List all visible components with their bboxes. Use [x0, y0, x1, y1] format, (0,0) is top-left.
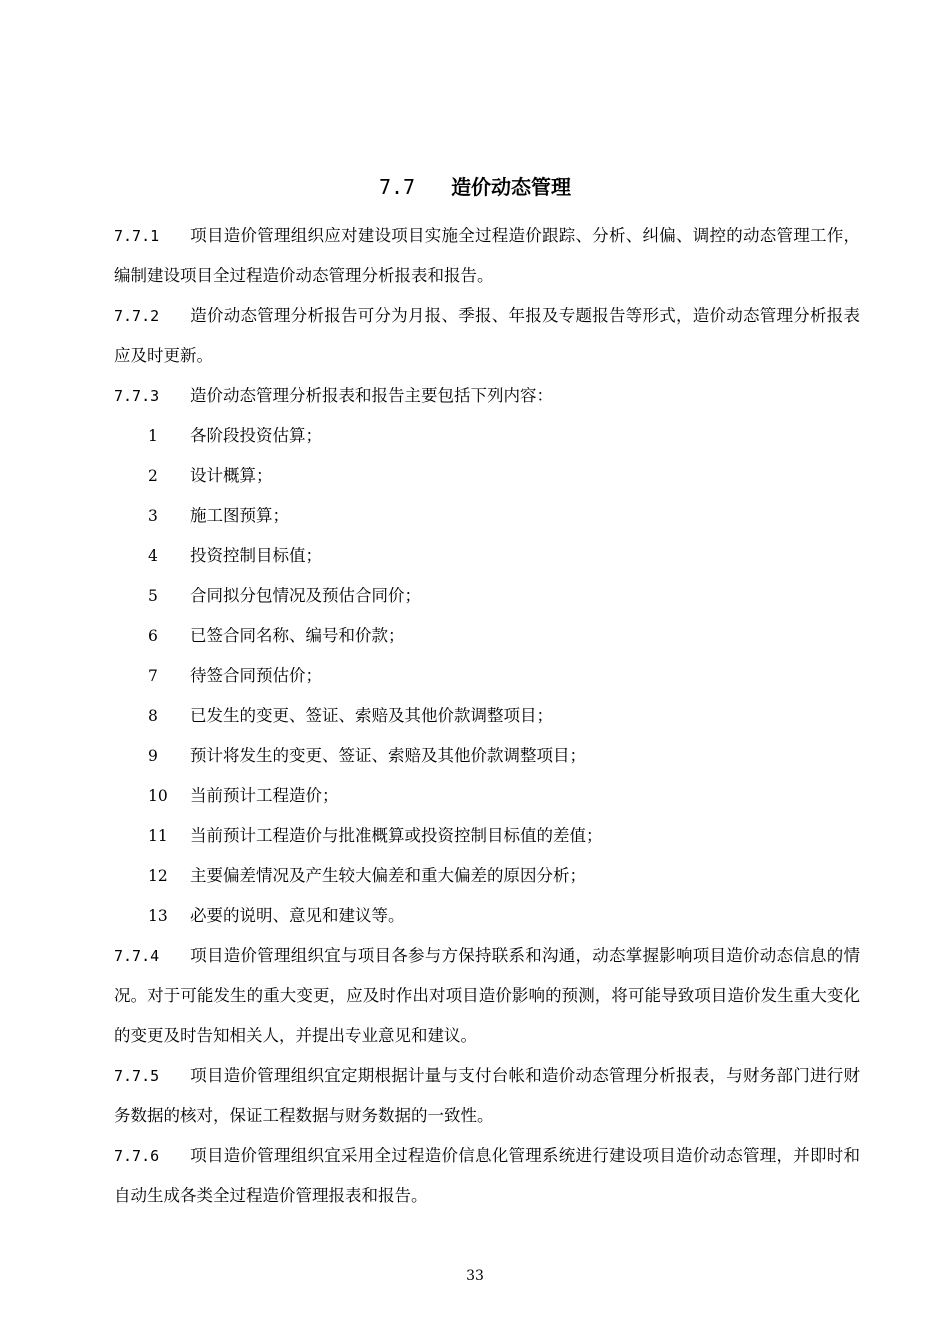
list-item	[114, 656, 860, 696]
list-item-text: 预计将发生的变更、签证、索赔及其他价款调整项目；	[190, 746, 586, 765]
list-item	[114, 816, 860, 856]
clause-text: 项目造价管理组织宜定期根据计量与支付台帐和造价动态管理分析报表，与财务部门进行财务数据的核对，保证工程数据与财务数据的一致性。	[114, 1066, 860, 1125]
clause-number: 7.7.3	[114, 387, 160, 405]
list-item	[114, 696, 860, 736]
clause-text: 项目造价管理组织宜与项目各参与方保持联系和沟通，动态掌握影响项目造价动态信息的情况。对于可能发生的重大变更，应及时作出对项目造价影响的预测，将可能导致项目造价发生重大变化的变更及时告知相关人，并提出专业意见和建议。	[114, 946, 860, 1045]
list-item-number: 10	[148, 787, 168, 805]
list-item-text: 已签合同名称、编号和价款；	[190, 626, 405, 645]
list-item	[114, 736, 860, 776]
clause-7-7-5	[114, 1056, 860, 1136]
list-item-text: 待签合同预估价；	[190, 666, 322, 685]
clause-7-7-2	[114, 296, 860, 376]
section-heading	[0, 171, 950, 203]
document-body	[114, 216, 860, 1216]
list-item-number: 6	[148, 627, 158, 645]
list-item	[114, 576, 860, 616]
list-item-text: 投资控制目标值；	[190, 546, 322, 565]
list-item	[114, 776, 860, 816]
list-item-text: 设计概算；	[190, 466, 273, 485]
clause-text: 造价动态管理分析报告可分为月报、季报、年报及专题报告等形式，造价动态管理分析报表应及时更新。	[114, 306, 860, 365]
list-item-text: 主要偏差情况及产生较大偏差和重大偏差的原因分析；	[190, 866, 586, 885]
list-item	[114, 496, 860, 536]
clause-number: 7.7.2	[114, 307, 160, 325]
list-item-number: 3	[148, 507, 158, 525]
list-item	[114, 616, 860, 656]
clause-text: 项目造价管理组织应对建设项目实施全过程造价跟踪、分析、纠偏、调控的动态管理工作，编制建设项目全过程造价动态管理分析报表和报告。	[114, 226, 860, 285]
list-item-number: 11	[148, 827, 168, 845]
clause-7-7-1	[114, 216, 860, 296]
list-item	[114, 536, 860, 576]
page-number: 33	[466, 1268, 484, 1284]
list-item-number: 8	[148, 707, 158, 725]
list-item-text: 各阶段投资估算；	[190, 426, 322, 445]
section-title: 造价动态管理	[451, 174, 572, 199]
list-item	[114, 456, 860, 496]
list-item	[114, 856, 860, 896]
clause-7-7-6	[114, 1136, 860, 1216]
list-item-number: 13	[148, 907, 168, 925]
clause-text: 造价动态管理分析报表和报告主要包括下列内容：	[190, 386, 553, 405]
list-item-number: 4	[148, 547, 158, 565]
list-item-text: 合同拟分包情况及预估合同价；	[190, 586, 421, 605]
clause-text: 项目造价管理组织宜采用全过程造价信息化管理系统进行建设项目造价动态管理，并即时和自动生成各类全过程造价管理报表和报告。	[114, 1146, 860, 1205]
section-number: 7.7	[378, 174, 416, 199]
list-item-number: 1	[148, 427, 158, 445]
list-item-text: 当前预计工程造价；	[190, 786, 339, 805]
list-item-number: 5	[148, 587, 158, 605]
list-item-number: 2	[148, 467, 158, 485]
clause-number: 7.7.5	[114, 1067, 160, 1085]
list-item	[114, 896, 860, 936]
list-item-text: 施工图预算；	[190, 506, 289, 525]
clause-number: 7.7.6	[114, 1147, 160, 1165]
list-item-number: 7	[148, 667, 158, 685]
list-item-text: 当前预计工程造价与批准概算或投资控制目标值的差值；	[190, 826, 603, 845]
list-item-number: 9	[148, 747, 158, 765]
content-list	[114, 416, 860, 936]
clause-number: 7.7.4	[114, 947, 160, 965]
list-item	[114, 416, 860, 456]
clause-number: 7.7.1	[114, 227, 160, 245]
list-item-text: 已发生的变更、签证、索赔及其他价款调整项目；	[190, 706, 553, 725]
clause-7-7-3	[114, 376, 860, 416]
list-item-number: 12	[148, 867, 168, 885]
clause-7-7-4	[114, 936, 860, 1056]
list-item-text: 必要的说明、意见和建议等。	[190, 906, 405, 925]
